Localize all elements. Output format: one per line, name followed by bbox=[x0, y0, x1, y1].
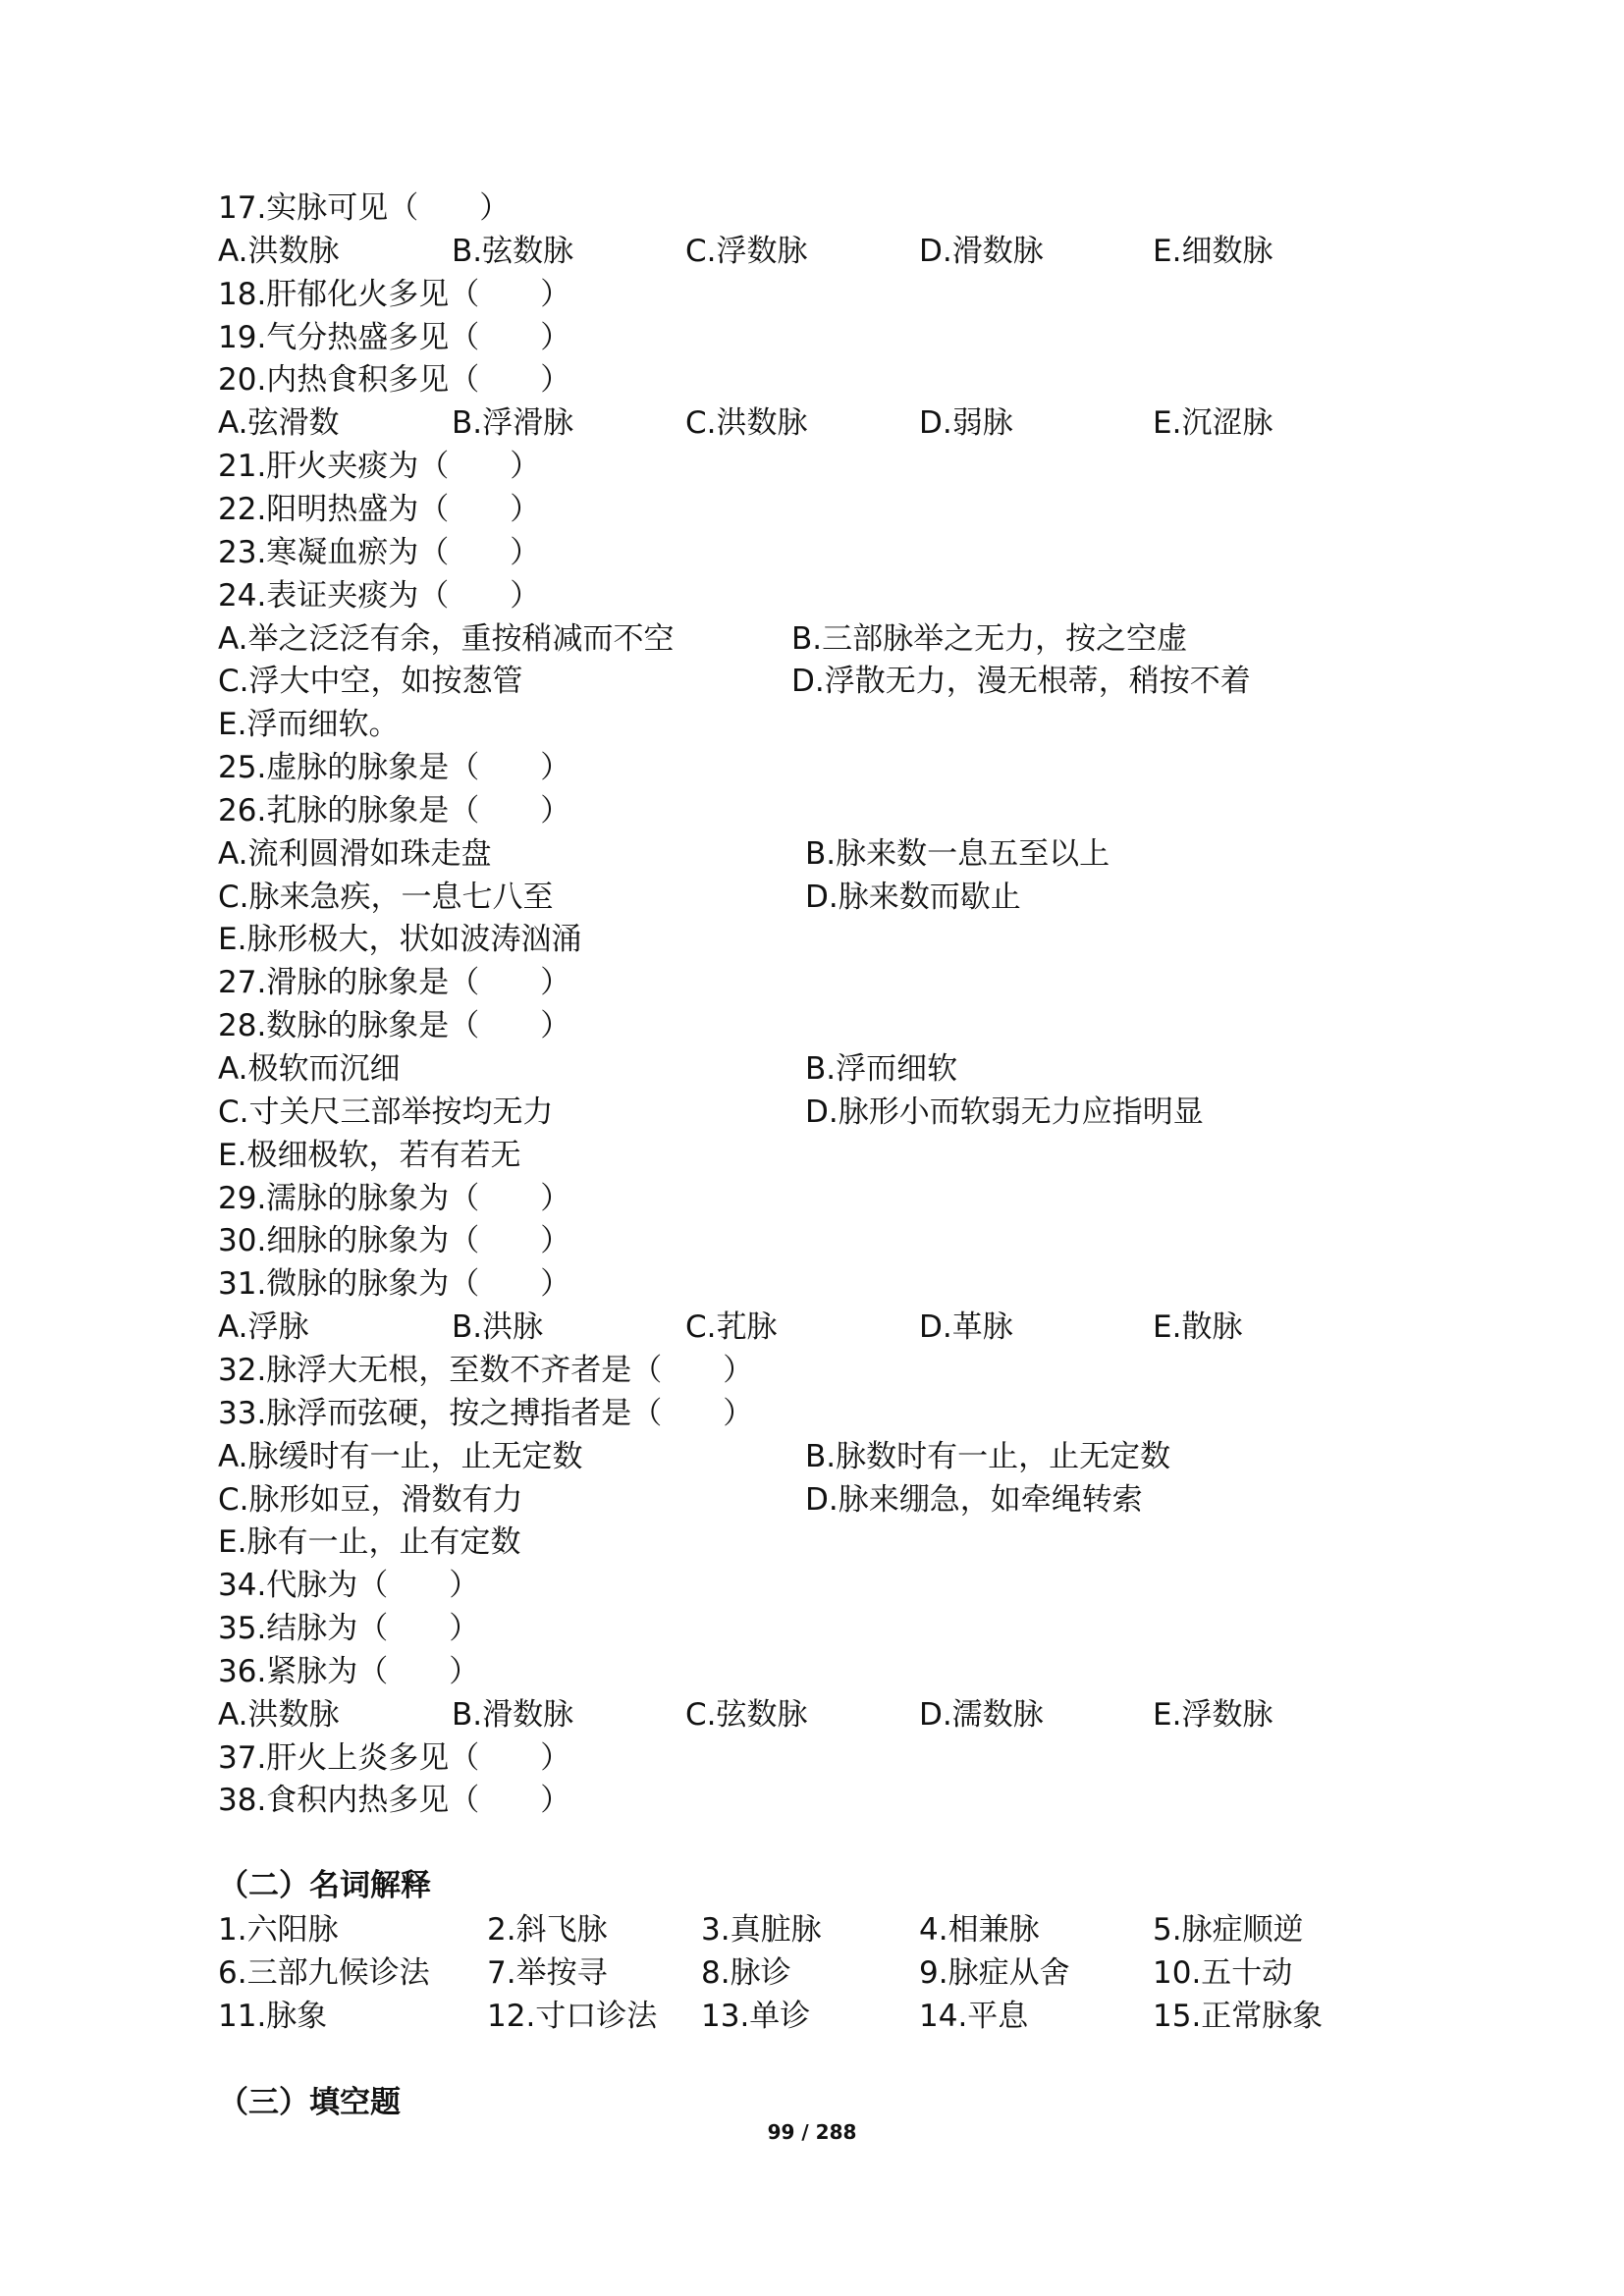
option-row bbox=[218, 230, 1396, 273]
option-row bbox=[218, 1693, 1396, 1736]
question-line: 18.肝郁化火多见（ ） bbox=[218, 277, 571, 312]
option-b: B.浮而细软 bbox=[805, 1051, 958, 1087]
option-b: B.弦数脉 bbox=[452, 234, 574, 269]
term-item: 3.真脏脉 bbox=[701, 1912, 822, 1948]
term-item: 10.五十动 bbox=[1153, 1955, 1293, 1991]
option-a: A.弦滑数 bbox=[218, 405, 340, 441]
question-line: 28.数脉的脉象是（ ） bbox=[218, 1008, 571, 1043]
option-c: C.脉形如豆，滑数有力 bbox=[218, 1482, 523, 1518]
option-a: A.脉缓时有一止，止无定数 bbox=[218, 1439, 583, 1474]
question-line: 34.代脉为（ ） bbox=[218, 1568, 480, 1603]
option-b: B.浮滑脉 bbox=[452, 405, 574, 441]
term-row bbox=[218, 1995, 1396, 2038]
term-item: 8.脉诊 bbox=[701, 1955, 791, 1991]
option-a: A.举之泛泛有余，重按稍减而不空 bbox=[218, 621, 675, 657]
question-line: 32.脉浮大无根，至数不齐者是（ ） bbox=[218, 1353, 754, 1388]
question-line: 26.芤脉的脉象是（ ） bbox=[218, 793, 571, 828]
option-row bbox=[218, 401, 1396, 445]
term-row bbox=[218, 1951, 1396, 1995]
question-line: 21.肝火夹痰为（ ） bbox=[218, 449, 541, 484]
option-d: D.弱脉 bbox=[919, 405, 1013, 441]
option-a: A.浮脉 bbox=[218, 1309, 309, 1345]
term-row bbox=[218, 1908, 1396, 1951]
question-line: 20.内热食积多见（ ） bbox=[218, 362, 571, 398]
option-b: B.脉数时有一止，止无定数 bbox=[805, 1439, 1171, 1474]
term-item: 7.举按寻 bbox=[487, 1955, 608, 1991]
option-b: B.洪脉 bbox=[452, 1309, 544, 1345]
option-c: C.浮大中空，如按葱管 bbox=[218, 664, 523, 699]
option-row bbox=[218, 876, 1396, 919]
option-b: B.滑数脉 bbox=[452, 1697, 574, 1733]
option-d: D.脉形小而软弱无力应指明显 bbox=[805, 1095, 1204, 1130]
term-item: 1.六阳脉 bbox=[218, 1912, 339, 1948]
option-d: D.浮散无力，漫无根蒂，稍按不着 bbox=[791, 664, 1251, 699]
option-d: D.脉来数而歇止 bbox=[805, 880, 1021, 915]
option-a: A.流利圆滑如珠走盘 bbox=[218, 836, 492, 872]
question-line: 35.结脉为（ ） bbox=[218, 1611, 480, 1646]
option-line: E.脉有一止，止有定数 bbox=[218, 1524, 521, 1560]
option-row bbox=[218, 617, 1396, 661]
term-item: 9.脉症从舍 bbox=[919, 1955, 1070, 1991]
option-d: D.革脉 bbox=[919, 1309, 1013, 1345]
option-c: C.脉来急疾，一息七八至 bbox=[218, 880, 554, 915]
option-row bbox=[218, 1306, 1396, 1349]
section-2-heading: （二）名词解释 bbox=[218, 1868, 431, 1903]
option-line: E.脉形极大，状如波涛汹涌 bbox=[218, 922, 582, 957]
option-c: C.芤脉 bbox=[685, 1309, 778, 1345]
option-row bbox=[218, 1478, 1396, 1522]
page-number: 99 / 288 bbox=[767, 2120, 857, 2144]
question-line: 27.滑脉的脉象是（ ） bbox=[218, 965, 571, 1000]
term-item: 12.寸口诊法 bbox=[487, 1999, 658, 2034]
option-c: C.浮数脉 bbox=[685, 234, 808, 269]
question-line: 24.表证夹痰为（ ） bbox=[218, 578, 541, 614]
term-item: 6.三部九候诊法 bbox=[218, 1955, 430, 1991]
question-line: 29.濡脉的脉象为（ ） bbox=[218, 1181, 571, 1216]
term-item: 14.平息 bbox=[919, 1999, 1029, 2034]
term-item: 11.脉象 bbox=[218, 1999, 328, 2034]
option-e: E.散脉 bbox=[1153, 1309, 1243, 1345]
question-line: 22.阳明热盛为（ ） bbox=[218, 492, 541, 527]
option-row bbox=[218, 832, 1396, 876]
question-line: 25.虚脉的脉象是（ ） bbox=[218, 750, 571, 785]
question-line: 30.细脉的脉象为（ ） bbox=[218, 1223, 571, 1258]
option-d: D.濡数脉 bbox=[919, 1697, 1044, 1733]
option-row bbox=[218, 1047, 1396, 1091]
question-line: 33.脉浮而弦硬，按之搏指者是（ ） bbox=[218, 1396, 754, 1431]
term-item: 5.脉症顺逆 bbox=[1153, 1912, 1304, 1948]
option-row bbox=[218, 1435, 1396, 1478]
option-row bbox=[218, 1091, 1396, 1134]
term-item: 13.单诊 bbox=[701, 1999, 811, 2034]
option-e: E.细数脉 bbox=[1153, 234, 1273, 269]
option-c: C.寸关尺三部举按均无力 bbox=[218, 1095, 554, 1130]
option-d: D.脉来绷急，如牵绳转索 bbox=[805, 1482, 1143, 1518]
term-item: 15.正常脉象 bbox=[1153, 1999, 1324, 2034]
question-line: 19.气分热盛多见（ ） bbox=[218, 320, 571, 355]
option-a: A.极软而沉细 bbox=[218, 1051, 401, 1087]
term-item: 4.相兼脉 bbox=[919, 1912, 1040, 1948]
option-line: E.极细极软，若有若无 bbox=[218, 1138, 521, 1173]
question-line: 37.肝火上炎多见（ ） bbox=[218, 1740, 571, 1776]
question-line: 31.微脉的脉象为（ ） bbox=[218, 1266, 571, 1302]
option-row bbox=[218, 660, 1396, 703]
option-line: E.浮而细软。 bbox=[218, 707, 400, 742]
option-a: A.洪数脉 bbox=[218, 1697, 340, 1733]
term-item: 2.斜飞脉 bbox=[487, 1912, 608, 1948]
option-b: B.脉来数一息五至以上 bbox=[805, 836, 1110, 872]
option-c: C.弦数脉 bbox=[685, 1697, 808, 1733]
question-line: 36.紧脉为（ ） bbox=[218, 1654, 480, 1689]
option-a: A.洪数脉 bbox=[218, 234, 340, 269]
section-3-heading: （三）填空题 bbox=[218, 2085, 401, 2120]
question-line: 38.食积内热多见（ ） bbox=[218, 1783, 571, 1818]
option-e: E.浮数脉 bbox=[1153, 1697, 1273, 1733]
option-b: B.三部脉举之无力，按之空虚 bbox=[791, 621, 1188, 657]
option-d: D.滑数脉 bbox=[919, 234, 1044, 269]
question-line: 17.实脉可见（ ） bbox=[218, 190, 511, 226]
option-c: C.洪数脉 bbox=[685, 405, 808, 441]
question-line: 23.寒凝血瘀为（ ） bbox=[218, 535, 541, 570]
option-e: E.沉涩脉 bbox=[1153, 405, 1273, 441]
